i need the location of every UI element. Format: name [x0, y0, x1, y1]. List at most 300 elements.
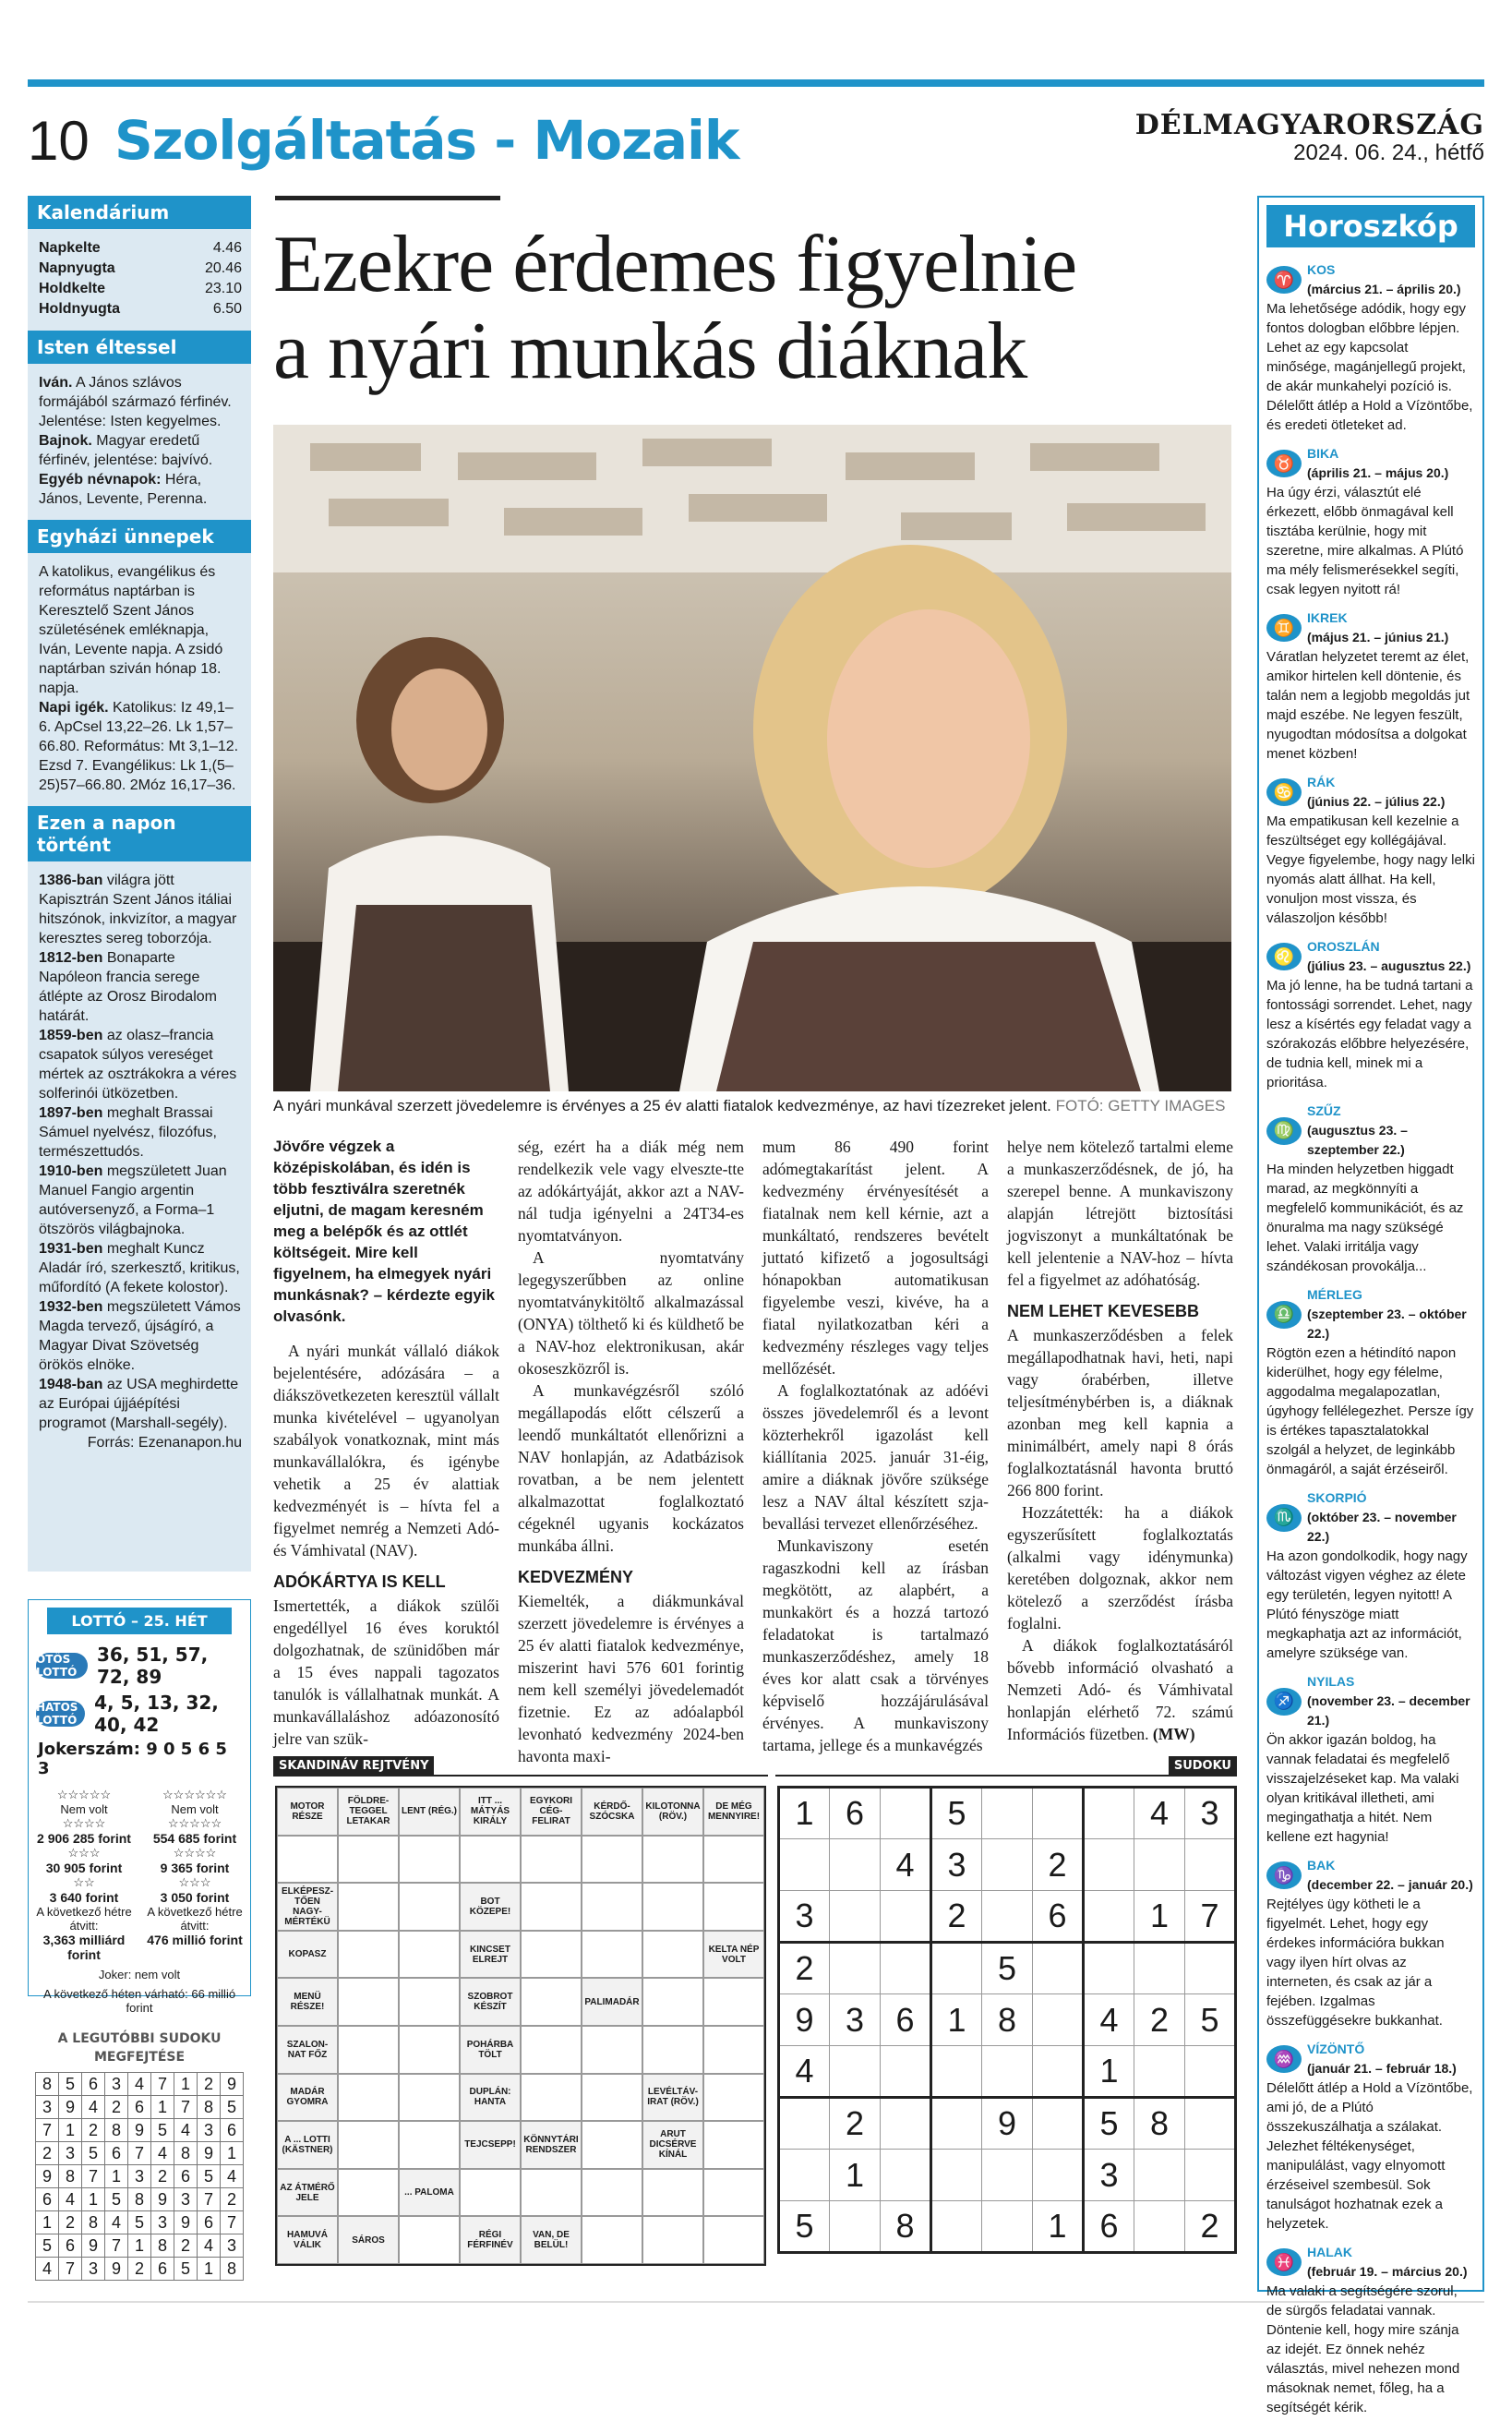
- sudoku-cell[interactable]: 4: [779, 2046, 830, 2098]
- crossword-cell[interactable]: [521, 1836, 582, 1884]
- sudoku-cell[interactable]: [1033, 1943, 1084, 1994]
- sudoku-cell[interactable]: [931, 2150, 982, 2201]
- zodiac-icon: ♈: [1266, 266, 1302, 294]
- crossword-cell[interactable]: [399, 2026, 460, 2074]
- left-sidebar: [28, 196, 251, 1572]
- crossword-cell[interactable]: [338, 2121, 399, 2169]
- sudoku-cell[interactable]: 5: [1185, 1994, 1236, 2046]
- solution-cell: 4: [82, 2096, 105, 2119]
- sudoku-cell[interactable]: [1134, 2046, 1185, 2098]
- sudoku-cell[interactable]: 5: [931, 1788, 982, 1839]
- sudoku-cell[interactable]: [1185, 1943, 1236, 1994]
- article-lead: Jövőre végzek a középiskolában, és idén is több fesztiválra szeretnék eljutni, de magam keresném meg a belépők és az ottlét költségeit. Mire kell figyelnem, ha elmegyek nyári munkásnak? – kérdezte egyik olvasónk.: [273, 1138, 496, 1325]
- zodiac-icon: ♎: [1266, 1301, 1302, 1329]
- crossword-clue: AZ ÁTMÉRŐ JELE: [277, 2169, 338, 2217]
- sudoku-cell[interactable]: 2: [1134, 1994, 1185, 2046]
- sudoku-cell[interactable]: [982, 2201, 1033, 2253]
- solution-cell: 9: [174, 2211, 198, 2234]
- crossword-clue: SZOBROT KÉSZÍT: [460, 1978, 521, 2026]
- crossword-clue: SÁROS: [338, 2216, 399, 2264]
- history-item: 1932-ben megszületett Vámos Magda tervező, újságíró, a Magyar Divat Szövetség örökös elnöke.: [39, 1299, 241, 1373]
- crossword-cell[interactable]: [277, 1836, 338, 1884]
- sudoku-cell[interactable]: 4: [1134, 1788, 1185, 1839]
- crossword-cell[interactable]: [642, 1931, 703, 1979]
- solution-cell: 8: [105, 2119, 128, 2142]
- solution-cell: 8: [151, 2234, 174, 2258]
- crossword-clue: ITT ... MÁTYÁS KIRÁLY: [460, 1788, 521, 1836]
- solution-cell: 6: [174, 2165, 198, 2188]
- issue-date: 2024. 06. 24., hétfő: [1293, 140, 1484, 165]
- sudoku-cell[interactable]: [1033, 2150, 1084, 2201]
- sudoku-cell[interactable]: 6: [830, 1788, 881, 1839]
- crossword-clue: RÉGI FÉRFINÉV: [460, 2216, 521, 2264]
- solution-cell: 8: [59, 2165, 82, 2188]
- crossword-clue: MOTOR RÉSZE: [277, 1788, 338, 1836]
- solution-cell: 7: [151, 2073, 174, 2096]
- solution-cell: 6: [105, 2142, 128, 2165]
- solution-cell: 1: [36, 2211, 59, 2234]
- sudoku-cell[interactable]: [779, 2150, 830, 2201]
- article-column-2: ség, ezért ha a diák még nem rendelkezik vele vagy elveszte-tte az adókártyáját, akkor azt a NAV-nál tudja igényelni a 24T34-es nyomtatványon. A nyomtatvány legegyszerűbben az online nyomtatványkitöltő alkalmazással (ONYA) tölthető ki és küldhető be a NAV-hoz elektronikusan, akár okoseszközről is. A munkavégzésről szóló megállapodás előtt célszerű a leendő munkáltatót ellenőrizni a NAV honlapján, az Adatbázisok rovatban, a be nem jelentett alkalmazottat foglalkoztató cégeknél ugyanis kockázatos munkába állni. KEDVEZMÉNY Kiemelték, a diákmunkával szerzett jövedelemre is érvényes a 25 év alatti fiatalok kedvezménye, miszerint havi 576 601 forintig nem kell személyi jövedelemadót fizetnie. Ez az adóalapból levonható kedvezmény 2024-ben havonta maxi-: [518, 1138, 744, 1765]
- ezen-a-napon-body: [28, 861, 251, 1463]
- sudoku-cell[interactable]: 6: [1033, 1891, 1084, 1943]
- crossword-cell[interactable]: [582, 2169, 642, 2217]
- sudoku-cell[interactable]: [1185, 2046, 1236, 2098]
- headline-rule: [275, 196, 500, 200]
- crossword-cell[interactable]: [338, 1931, 399, 1979]
- solution-cell: 2: [82, 2119, 105, 2142]
- crossword-clue: ... PALOMA: [399, 2169, 460, 2217]
- sudoku-cell[interactable]: [982, 1891, 1033, 1943]
- crossword-cell[interactable]: [582, 2121, 642, 2169]
- crossword-clue: TEJCSEPP!: [460, 2121, 521, 2169]
- solution-cell: 1: [59, 2119, 82, 2142]
- crossword-cell[interactable]: [399, 1883, 460, 1931]
- crossword-cell[interactable]: [703, 2216, 764, 2264]
- sudoku-cell[interactable]: [1084, 1891, 1134, 1943]
- solution-cell: 8: [198, 2096, 221, 2119]
- sudoku-cell[interactable]: 6: [1084, 2201, 1134, 2253]
- sudoku-cell[interactable]: 1: [1033, 2201, 1084, 2253]
- crossword-clue: MADÁR GYOMRA: [277, 2074, 338, 2122]
- lotto-results-left: ☆☆☆☆☆ Nem volt ☆☆☆☆ 2 906 285 forint ☆☆☆ 30 905 forint ☆☆ 3 640 forint A következő hétre átvitt: 3,363 milliárd forint: [36, 1788, 132, 1962]
- solution-cell: 2: [36, 2142, 59, 2165]
- horoscope-sign: ♓ HALAK (február 19. – március 20.) Ma valaki a segítségére szorul, de sürgős feladatai vannak. Döntenie kell, hogy mire szánja az idejét. Ez önnek nehéz választás, mivel nehezen mond másoknak nemet, főleg, ha a segítségét kérik.: [1266, 2245, 1468, 2415]
- crossword-cell[interactable]: [338, 1836, 399, 1884]
- crossword-clue: DE MÉG MENNYIRE!: [703, 1788, 764, 1836]
- horoscope-sign: ♊ IKREK (május 21. – június 21.) Váratlan helyzetet teremt az élet, amikor hirtelen kell döntenie, és talán nem a legjobb megoldás jut majd eszébe. Ne legyen feszült, nyugodtan módosítsa a dolgokat menet közben!: [1266, 610, 1470, 762]
- sudoku-cell[interactable]: [1134, 1839, 1185, 1891]
- solution-cell: 1: [151, 2096, 174, 2119]
- solution-cell: 1: [174, 2073, 198, 2096]
- sudoku-cell[interactable]: [982, 1839, 1033, 1891]
- sudoku-cell[interactable]: [830, 2201, 881, 2253]
- solution-cell: 5: [198, 2165, 221, 2188]
- sudoku-cell[interactable]: [982, 2046, 1033, 2098]
- sudoku-cell[interactable]: 6: [881, 1994, 931, 2046]
- crossword-cell[interactable]: [399, 1978, 460, 2026]
- crossword-clue: LENT (RÉG.): [399, 1788, 460, 1836]
- crossword-clue: A ... LOTTI (KÄSTNER): [277, 2121, 338, 2169]
- sudoku-cell[interactable]: [1134, 2150, 1185, 2201]
- kalendarium-row: Napkelte 4.46: [39, 240, 242, 256]
- sudoku-cell[interactable]: 9: [779, 1994, 830, 2046]
- sudoku-cell[interactable]: [1185, 2150, 1236, 2201]
- next-joker: A következő héten várható: 66 millió forint: [42, 1987, 236, 2015]
- sudoku-cell[interactable]: [931, 1943, 982, 1994]
- sudoku-cell[interactable]: 1: [830, 2150, 881, 2201]
- sudoku-cell[interactable]: [779, 1839, 830, 1891]
- sudoku-cell[interactable]: [1084, 1839, 1134, 1891]
- crossword-clue: SZALON-NAT FŐZ: [277, 2026, 338, 2074]
- solution-cell: 9: [36, 2165, 59, 2188]
- solution-cell: 1: [221, 2142, 244, 2165]
- crossword-cell[interactable]: [399, 2074, 460, 2122]
- solution-cell: 7: [105, 2234, 128, 2258]
- crossword-cell[interactable]: [338, 2169, 399, 2217]
- solution-cell: 8: [174, 2142, 198, 2165]
- solution-cell: 3: [198, 2119, 221, 2142]
- crossword-cell[interactable]: [521, 2074, 582, 2122]
- sudoku-cell[interactable]: 2: [1185, 2201, 1236, 2253]
- sudoku-cell[interactable]: [1084, 1943, 1134, 1994]
- solution-cell: 6: [59, 2234, 82, 2258]
- crossword-clue: ARUT DICSÉRVE KÍNÁL: [642, 2121, 703, 2169]
- horoscope-column: [1257, 196, 1484, 2415]
- crossword-clue: FÖLDRE-TEGGEL LETAKAR: [338, 1788, 399, 1836]
- crossword-clue: DUPLÁN: HANTA: [460, 2074, 521, 2122]
- otos-lotto-logo: ÖTÖS LOTTÓ: [36, 1653, 88, 1679]
- sudoku-cell[interactable]: [881, 1943, 931, 1994]
- crossword-clue: KILOTONNA (RÖV.): [642, 1788, 703, 1836]
- crossword-cell[interactable]: [642, 2026, 703, 2074]
- sudoku-cell[interactable]: [1084, 1788, 1134, 1839]
- sudoku-cell[interactable]: 3: [1185, 1788, 1236, 1839]
- solution-cell: 7: [198, 2188, 221, 2211]
- solution-cell: 8: [128, 2188, 151, 2211]
- horoscope-sign: ♎ MÉRLEG (szeptember 23. – október 22.) Rögtön ezen a hétindító napon kiderülhet, hogy egy félelme, aggodalma megalapozatlan, úgyhogy fellélegezhet. Persze így is értékes tapasztalatokkal szolgál a helyzet, de leginkább önmagáról, a saját érzéseiről.: [1266, 1287, 1474, 1477]
- crossword-cell[interactable]: [521, 1883, 582, 1931]
- crossword-cell[interactable]: [399, 2121, 460, 2169]
- history-item: 1910-ben megszületett Juan Manuel Fangio argentin autóversenyző, a Forma–1 ötszörös világbajnoka.: [39, 1163, 227, 1237]
- sudoku-cell[interactable]: [881, 2046, 931, 2098]
- zodiac-icon: ♏: [1266, 1504, 1302, 1532]
- zodiac-icon: ♑: [1266, 1861, 1302, 1889]
- crossword-cell[interactable]: [338, 2026, 399, 2074]
- crossword-clue: KOPASZ: [277, 1931, 338, 1979]
- solution-cell: 1: [105, 2165, 128, 2188]
- ezen-a-napon-title: Ezen a napon történt: [28, 806, 251, 861]
- section-title: Szolgáltatás - Mozaik: [114, 109, 739, 172]
- top-accent-bar: [28, 79, 1484, 87]
- solution-cell: 7: [221, 2211, 244, 2234]
- zodiac-icon: ♋: [1266, 778, 1302, 806]
- crossword-cell[interactable]: [642, 2216, 703, 2264]
- solution-cell: 8: [221, 2258, 244, 2281]
- sudoku-cell[interactable]: [830, 1839, 881, 1891]
- crossword-clue: KELTA NÉP VOLT: [703, 1931, 764, 1979]
- crossword-cell[interactable]: [703, 1883, 764, 1931]
- history-item: 1859-ben az olasz–francia csapatok súlyos vereséget mértek az osztrákokra a véres solferinói ütközetben.: [39, 1028, 237, 1102]
- crossword-cell[interactable]: [582, 2216, 642, 2264]
- crossword-cell[interactable]: [703, 2026, 764, 2074]
- solution-cell: 2: [221, 2188, 244, 2211]
- solution-cell: 7: [174, 2096, 198, 2119]
- crossword-cell[interactable]: [521, 2169, 582, 2217]
- sudoku-cell[interactable]: [830, 2046, 881, 2098]
- crossword-cell[interactable]: [399, 1836, 460, 1884]
- solution-cell: 4: [105, 2211, 128, 2234]
- sudoku-solution-grid: [35, 2072, 244, 2281]
- solution-cell: 6: [82, 2073, 105, 2096]
- sudoku-cell[interactable]: [1185, 2098, 1236, 2150]
- sudoku-cell[interactable]: 8: [881, 2201, 931, 2253]
- crossword-cell[interactable]: [642, 1836, 703, 1884]
- lotto-box: [28, 1599, 251, 2015]
- solution-cell: 3: [128, 2165, 151, 2188]
- sudoku-cell[interactable]: 9: [982, 2098, 1033, 2150]
- history-item: 1897-ben meghalt Brassai Sámuel nyelvész, filozófus, természettudós.: [39, 1105, 217, 1160]
- sudoku-cell[interactable]: 3: [830, 1994, 881, 2046]
- solution-cell: 4: [128, 2073, 151, 2096]
- sudoku-cell[interactable]: 7: [1185, 1891, 1236, 1943]
- solution-cell: 5: [174, 2258, 198, 2281]
- sudoku-cell[interactable]: [1134, 2201, 1185, 2253]
- crossword-cell[interactable]: [521, 1931, 582, 1979]
- crossword-cell[interactable]: [703, 2074, 764, 2122]
- solution-cell: 1: [198, 2258, 221, 2281]
- page-number: 10: [28, 110, 90, 172]
- solution-cell: 7: [36, 2119, 59, 2142]
- sudoku-cell[interactable]: 8: [982, 1994, 1033, 2046]
- article-column-1: Jövőre végzek a középiskolában, és idén is több fesztiválra szeretnék eljutni, de magam keresném meg a belépők és az ottlét költségeit. Mire kell figyelnem, ha elmegyek nyári munkásnak? – kérdezte egyik olvasónk. A nyári munkát vállaló diákok bejelentésére, adózására – a diákszövetkezeten keresztül vállalt munka kivételével – ugyanolyan szabályok vonatkoznak, mint más munkavállalókra, és igénybe vehetik a 25 év alattiak kedvezményét is – hívta fel a figyelmet nemrég a Nemzeti Adó- és Vámhivatal (NAV). ADÓKÁRTYA IS KELL Ismertették, a diákok szülői engedéllyel 16 éves koruktól dolgozhatnak, de szünidőben már a 15 éves nappali tagozatos tanulók is vállalhatnak munkát. A munkavállaláshoz adóazonosító jelre van szük-: [273, 1138, 499, 1748]
- crossword-cell[interactable]: [460, 1836, 521, 1884]
- sudoku-cell[interactable]: 1: [1134, 1891, 1185, 1943]
- solution-cell: 4: [151, 2142, 174, 2165]
- solution-cell: 9: [198, 2142, 221, 2165]
- kalendarium-body: [28, 229, 251, 331]
- sudoku-cell[interactable]: 5: [982, 1943, 1033, 1994]
- crossword-cell[interactable]: [338, 2074, 399, 2122]
- sudoku-cell[interactable]: [931, 2098, 982, 2150]
- sudoku-cell[interactable]: [1033, 1994, 1084, 2046]
- sudoku-cell[interactable]: 2: [779, 1943, 830, 1994]
- sudoku-cell[interactable]: 5: [779, 2201, 830, 2253]
- sudoku-cell[interactable]: [830, 1943, 881, 1994]
- sudoku-cell[interactable]: [982, 2150, 1033, 2201]
- crossword-cell[interactable]: [582, 1883, 642, 1931]
- horoscope-sign: ♏ SKORPIÓ (október 23. – november 22.) Ha azon gondolkodik, hogy nagy változást vigyen véghez az élete egy területén, legyen nyitott! A Plútó fényszöge miatt megkaphatja azt az információt, amelyre szüksége van.: [1266, 1490, 1468, 1661]
- sudoku-cell[interactable]: 3: [779, 1891, 830, 1943]
- crossword-cell[interactable]: [338, 1978, 399, 2026]
- article-headline: Ezekre érdemes figyelnie a nyári munkás diáknak: [273, 220, 1077, 396]
- solution-cell: 4: [36, 2258, 59, 2281]
- zodiac-icon: ♉: [1266, 450, 1302, 477]
- solution-cell: 6: [36, 2188, 59, 2211]
- crossword-clue: LEVÉLTÁV-IRAT (RÖV.): [642, 2074, 703, 2122]
- solution-cell: 1: [82, 2188, 105, 2211]
- sudoku-cell[interactable]: [830, 1891, 881, 1943]
- crossword-clue: ELKÉPESZ-TŐEN NAGY-MÉRTÉKÜ: [277, 1883, 338, 1931]
- solution-cell: 7: [59, 2258, 82, 2281]
- zodiac-icon: ♓: [1266, 2248, 1302, 2276]
- sudoku-cell[interactable]: [931, 2201, 982, 2253]
- sudoku-cell[interactable]: 2: [830, 2098, 881, 2150]
- horoscope-sign: ♒ VÍZÖNTŐ (január 21. – február 18.) Délelőtt átlép a Hold a Vízöntőbe, ami jó, de a Plútó összekuszálhatja a szálakat. Jelezhet féltékenységet, manipulálást, vagy elnyomott érzéseivel szembesül. Sok tanulságot hozhatnak ezek a helyzetek.: [1266, 2042, 1473, 2232]
- sudoku-cell[interactable]: [881, 1788, 931, 1839]
- bottom-rule: [28, 2301, 1484, 2303]
- solution-cell: 9: [128, 2119, 151, 2142]
- crossword-cell[interactable]: [521, 2026, 582, 2074]
- crossword-clue: EGYKORI CÉG-FELIRAT: [521, 1788, 582, 1836]
- solution-cell: 5: [151, 2119, 174, 2142]
- horoscope-sign: ♋ RÁK (június 22. – július 22.) Ma empatikusan kell kezelnie a feszültséget egy kollégájával. Vegye figyelembe, hogy nagy lelki nyomás alatt állhat. Ha kell, vonuljon most vissza, és válaszoljon később!: [1266, 775, 1475, 926]
- crossword-cell[interactable]: [582, 1836, 642, 1884]
- solution-cell: 9: [151, 2188, 174, 2211]
- article-photo: [273, 425, 1231, 1091]
- sudoku-cell[interactable]: [881, 1891, 931, 1943]
- kalendarium-row: Holdnyugta 6.50: [39, 301, 242, 317]
- crossword-cell[interactable]: [703, 2169, 764, 2217]
- crossword-cell[interactable]: [582, 1931, 642, 1979]
- crossword-cell[interactable]: [703, 1836, 764, 1884]
- joker-result: Joker: nem volt: [98, 1968, 181, 1981]
- crossword-cell[interactable]: [703, 1978, 764, 2026]
- history-item: 1812-ben Bonaparte Napóleon francia serege átlépte az Orosz Birodalom határát.: [39, 950, 217, 1024]
- solution-cell: 3: [36, 2096, 59, 2119]
- solution-cell: 7: [82, 2165, 105, 2188]
- kalendarium-title: Kalendárium: [28, 196, 251, 229]
- sudoku-cell[interactable]: 2: [931, 1891, 982, 1943]
- sudoku-cell[interactable]: [931, 2046, 982, 2098]
- history-source: Forrás: Ezenanapon.hu: [87, 1435, 242, 1451]
- crossword-cell[interactable]: [642, 1883, 703, 1931]
- crossword-clue: KÉRDŐ-SZÓCSKA: [582, 1788, 642, 1836]
- sudoku-cell[interactable]: [779, 2098, 830, 2150]
- sudoku-cell[interactable]: 1: [1084, 2046, 1134, 2098]
- crossword-cell[interactable]: [460, 2169, 521, 2217]
- horoscope-sign: ♐ NYILAS (november 23. – december 21.) Ön akkor igazán boldog, ha vannak feladatai és megfelelő visszajelzéseket kap. Ma valaki olyan kritikával illetheti, ami megingathatja a hitét. Nem kellene ezt hagynia!: [1266, 1674, 1470, 1845]
- solution-cell: 9: [59, 2096, 82, 2119]
- sudoku-cell[interactable]: 1: [779, 1788, 830, 1839]
- solution-cell: 6: [221, 2119, 244, 2142]
- sudoku-grid[interactable]: [777, 1786, 1237, 2254]
- sudoku-cell[interactable]: [881, 2098, 931, 2150]
- hatos-lotto-logo: HATOS LOTTÓ: [36, 1701, 85, 1727]
- solution-cell: 9: [82, 2234, 105, 2258]
- sudoku-cell[interactable]: [1033, 2046, 1084, 2098]
- crossword-cell[interactable]: [338, 1883, 399, 1931]
- sudoku-cell[interactable]: [1033, 2098, 1084, 2150]
- solution-cell: 7: [128, 2142, 151, 2165]
- history-item: 1948-ban az USA meghirdette az Európai újjáépítési programot (Marshall-segély).: [39, 1377, 239, 1431]
- hatos-lotto-numbers: HATOS LOTTÓ 4, 5, 13, 32, 40, 42: [36, 1692, 219, 1736]
- sudoku-solution-title: A LEGUTÓBBI SUDOKU MEGFEJTÉSE: [57, 2031, 222, 2065]
- solution-cell: 6: [151, 2258, 174, 2281]
- jokerszam: Jokerszám: 9 0 5 6 5 3: [38, 1740, 227, 1778]
- horoscope-sign: ♈ KOS (március 21. – április 20.) Ma lehetősége adódik, hogy egy fontos dologban előbbre lépjen. Lehet az egy kapcsolat minősége, magánjellegű projekt, de akár munkahelyi pozíció is. Délelőtt átlép a Hold a Vízöntőbe, és eredeti ötleteket ad.: [1266, 262, 1473, 433]
- kalendarium-row: Holdkelte 23.10: [39, 281, 242, 296]
- sudoku-cell[interactable]: 2: [1033, 1839, 1084, 1891]
- crossword-clue: KINCSET ELREJT: [460, 1931, 521, 1979]
- skandinav-grid[interactable]: [275, 1786, 766, 2266]
- solution-cell: 8: [82, 2211, 105, 2234]
- lotto-title: LOTTÓ – 25. HÉT: [47, 1608, 232, 1634]
- sudoku-cell[interactable]: [1185, 1839, 1236, 1891]
- horoscope-sign: ♍ SZŰZ (augusztus 23. – szeptember 22.) Ha minden helyzetben higgadt marad, az megkönnyíti a megfelelő kommunikációt, és az önuralma ma nagy szükségé lehet. Valaki irritálja vagy szándékosan provokálja...: [1266, 1103, 1464, 1274]
- article-column-4: helye nem kötelező tartalmi eleme a munkaszerződésnek, de jó, ha szerepel benne. A munkaviszony alapján létrejött biztosítási jogviszonyt a munkáltatónak be kell jelentenie a NAV-hoz – hívta fel a figyelmet az adóhatóság. NEM LEHET KEVESEBB A munkaszerződésben a felek megállapodhatnak havi, heti, napi vagy órabérben, illetve teljesítménybérben is, a diáknak azonban meg kell kapnia a minimálbért, amely napi 8 órás foglalkoztatásnál havonta bruttó 266 800 forint. Hozzátették: ha a diákok egyszerűsített foglalkoztatás (alkalmi vagy idénymunka) keretében dolgoznak, akkor nem kötelező a szerződést írásba foglalni. A diákok foglalkoztatásáról bővebb információ olvasható a Nemzeti Adó- és Vámhivatal honlapján elérhető 72. számú Információs füzetben. (MW): [1007, 1138, 1233, 1743]
- solution-cell: 6: [198, 2211, 221, 2234]
- egyhazi-unnepek-title: Egyházi ünnepek: [28, 520, 251, 553]
- solution-cell: 4: [174, 2119, 198, 2142]
- zodiac-icon: ♍: [1266, 1117, 1302, 1145]
- crossword-clue: BOT KÖZEPE!: [460, 1883, 521, 1931]
- photo-caption: A nyári munkával szerzett jövedelemre is érvényes a 25 év alatti fiatalok kedvezménye, az havi tízezreket jelent. FOTÓ: GETTY IMAGES: [273, 1097, 1226, 1114]
- horoscope-sign: ♉ BIKA (április 21. – május 20.) Ha úgy érzi, választút elé érkezett, előbb önmagával kell tisztába kerülnie, hogy mit szeretne, mire alkalmas. A Plútó ma mély felismerésekkel segíti, csak legyen nyitott rá!: [1266, 446, 1464, 597]
- solution-cell: 4: [221, 2165, 244, 2188]
- history-item: 1931-ben meghalt Kuncz Aladár író, szerkesztő, kritikus, műfordító (A fekete kolostor).: [39, 1241, 240, 1295]
- horoscope-sign: ♑ BAK (december 22. – január 20.) Rejtélyes ügy kötheti le a figyelmét. Lehet, hogy egy érdekes információra bukkan vagy ilyen hírt olvas az interneten, és csak az jár a fejében. Izgalmas összefüggésekre bukkanhat.: [1266, 1858, 1473, 2029]
- horoscope-sign: ♌ OROSZLÁN (július 23. – augusztus 22.) Ma jó lenne, ha be tudná tartani a fontossági sorrendet. Lehet, nagy lesz a kísértés egy feladat vagy a szórakozás előbbre helyezésére, de tudnia kell, minek mi a prioritása.: [1266, 939, 1473, 1090]
- crossword-cell[interactable]: [642, 2169, 703, 2217]
- solution-cell: 5: [128, 2211, 151, 2234]
- sudoku-cell[interactable]: 8: [1134, 2098, 1185, 2150]
- crossword-cell[interactable]: [521, 1978, 582, 2026]
- sudoku-cell[interactable]: [881, 2150, 931, 2201]
- sudoku-cell[interactable]: 5: [1084, 2098, 1134, 2150]
- article-column-3: mum 86 490 forint adómegtakarítást jelent. A kedvezmény érvényesítését a fiatalnak nem kell kérnie, azt a munkáltató, rendszeres bevételt juttató kifizető a jogosultsági hónapokban automatikusan figyelembe veszi, kivéve, ha a fiatal nyilatkozatban kéri a kedvezmény részleges vagy teljes mellőzését. A foglalkoztatónak az adóévi összes jövedelemről és a levont közterhekről igazolást kell kiállítania 2025. január 31-éig, amire a diáknak jövőre szüksége lesz a NAV által készített szja-bevallási tervezet ellenőrzéséhez. Munkaviszony esetén ragaszkodni kell az írásban megkötött, az alapbért, a munkakört és a hozzá tartozó feladatokat is tartalmazó munkaszerződéshez, amely 18 éves kor alatt csak a törvényes képviselő hozzájárulásával érvényes. A munkaviszony tartama, jellege és a munkavégzés: [762, 1138, 989, 1754]
- crossword-cell[interactable]: [703, 2121, 764, 2169]
- solution-cell: 5: [36, 2234, 59, 2258]
- solution-cell: 9: [221, 2073, 244, 2096]
- crossword-clue: MENÜ RÉSZE!: [277, 1978, 338, 2026]
- crossword-cell[interactable]: [582, 2074, 642, 2122]
- sudoku-cell[interactable]: 4: [881, 1839, 931, 1891]
- solution-cell: 3: [151, 2211, 174, 2234]
- solution-cell: 6: [128, 2096, 151, 2119]
- solution-cell: 4: [198, 2234, 221, 2258]
- crossword-clue: HAMUVÁ VÁLIK: [277, 2216, 338, 2264]
- sudoku-cell[interactable]: [982, 1788, 1033, 1839]
- sudoku-cell[interactable]: [1134, 1943, 1185, 1994]
- crossword-clue: KÖNNYTÁRI RENDSZER: [521, 2121, 582, 2169]
- sudoku-cell[interactable]: 3: [931, 1839, 982, 1891]
- isten-eltessel-title: Isten éltessel: [28, 331, 251, 364]
- crossword-cell[interactable]: [582, 2026, 642, 2074]
- solution-cell: 8: [36, 2073, 59, 2096]
- isten-eltessel-body: Iván. A János szlávos formájából származó férfinév. Jelentése: Isten kegyelmes. Bajnok. Magyar eredetű férfinév, jelentése: bajvívó. Egyéb névnapok: Héra, János, Levente, Perenna.: [39, 375, 232, 507]
- sudoku-header: SUDOKU: [775, 1756, 1237, 1777]
- crossword-cell[interactable]: [399, 2216, 460, 2264]
- solution-cell: 3: [221, 2234, 244, 2258]
- crossword-cell[interactable]: [642, 1978, 703, 2026]
- lotto-results-right: ☆☆☆☆☆☆ Nem volt ☆☆☆☆☆ 554 685 forint ☆☆☆☆ 9 365 forint ☆☆☆ 3 050 forint A következő hétre átvitt: 476 millió forint: [147, 1788, 243, 1947]
- sudoku-cell[interactable]: [1033, 1788, 1084, 1839]
- crossword-cell[interactable]: [399, 1931, 460, 1979]
- history-item: 1386-ban világra jött Kapisztrán Szent János itáliai hitszónok, inkvizítor, a magyar keresztes sereg toborzója.: [39, 873, 237, 946]
- zodiac-icon: ♊: [1266, 614, 1302, 642]
- sudoku-cell[interactable]: 1: [931, 1994, 982, 2046]
- sudoku-cell[interactable]: 4: [1084, 1994, 1134, 2046]
- solution-cell: 3: [174, 2188, 198, 2211]
- crossword-clue: VAN, DE BELÜL!: [521, 2216, 582, 2264]
- subhead-nem-lehet-kevesebb: NEM LEHET KEVESEBB: [1007, 1302, 1200, 1320]
- crossword-clue: PALIMADÁR: [582, 1978, 642, 2026]
- zodiac-icon: ♌: [1266, 943, 1302, 970]
- sudoku-cell[interactable]: 3: [1084, 2150, 1134, 2201]
- skandinav-header: SKANDINÁV REJTVÉNY: [273, 1756, 768, 1777]
- crossword-clue: POHÁRBA TÖLT: [460, 2026, 521, 2074]
